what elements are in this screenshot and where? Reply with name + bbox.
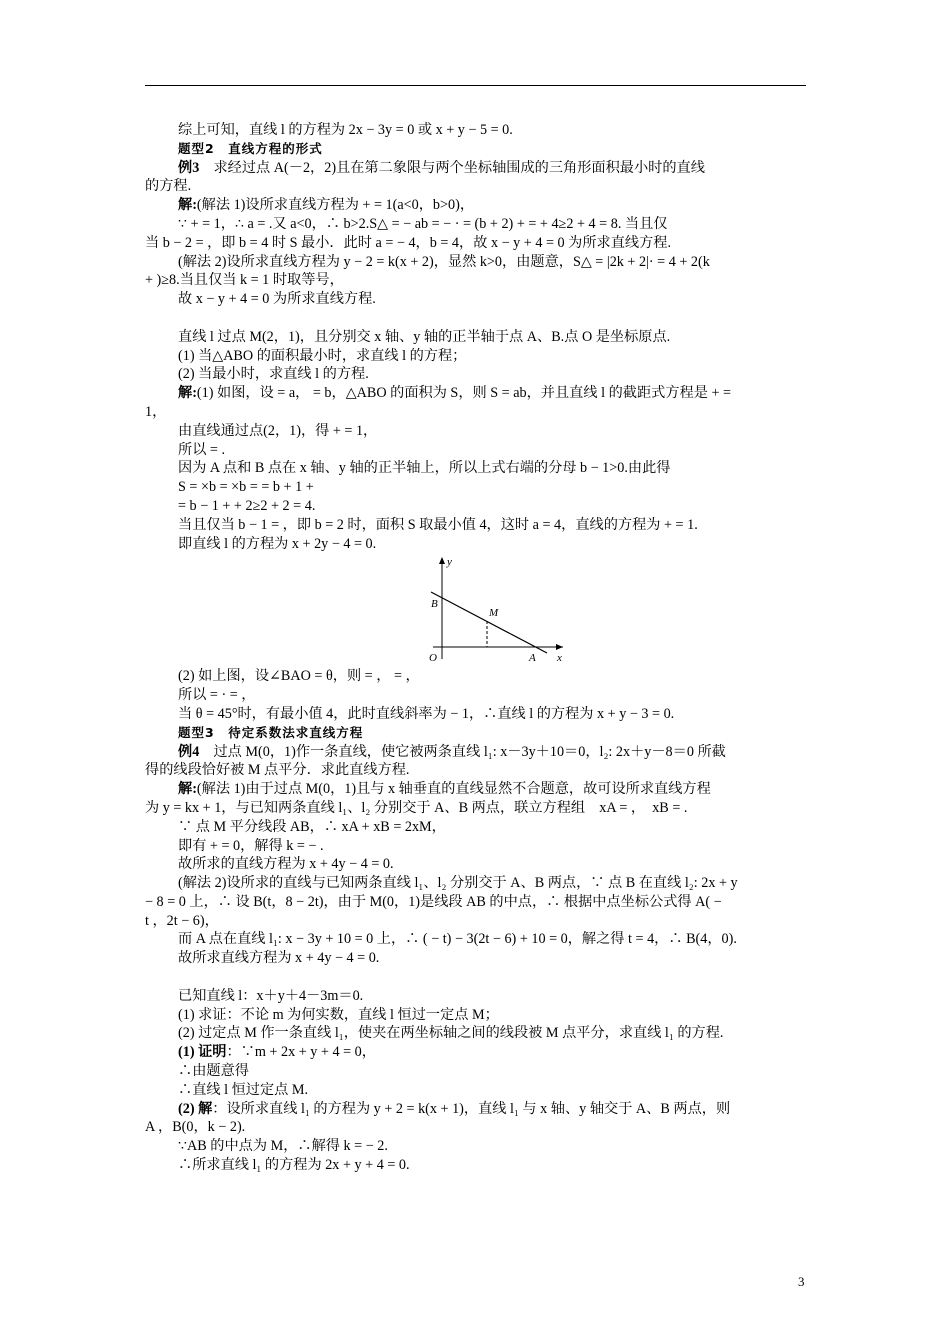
text-line: 所以 = . xyxy=(178,441,226,458)
text-line: 故所求直线方程为 x + 4y − 4 = 0. xyxy=(178,950,380,967)
text-line: 当 b − 2 = ，即 b = 4 时 S 最小．此时 a = − 4，b = 4，故 x − y + 4 = 0 为所求直线方程. xyxy=(145,234,672,251)
text-line: 当 θ = 45°时，有最小值 4，此时直线斜率为 − 1，∴直线 l 的方程为 x + y − 3 = 0. xyxy=(178,705,675,722)
point-a-label: A xyxy=(529,652,536,665)
text-line: (解法 2)设所求的直线与已知两条直线 l₁、l₂ 分别交于 A、B 两点，∵ 点 B 在直线 l₂: 2x + y xyxy=(178,875,738,892)
solution-label: 解: xyxy=(178,385,197,402)
text-line: 1， xyxy=(145,403,167,420)
solution-line xyxy=(145,780,806,799)
proof-text: ：∵m + 2x + y + 4 = 0， xyxy=(226,1044,376,1061)
text-line: 为 y = kx + 1，与已知两条直线 l₁、l₂ 分别交于 A、B 两点，联立方程组 xA = ， xB = . xyxy=(145,799,688,816)
text-line: (2) 如上图，设∠BAO = θ，则 = ， = ， xyxy=(178,668,420,685)
text-line: 因为 A 点和 B 点在 x 轴、y 轴的正半轴上，所以上式右端的分母 b − 1>0.由此得 xyxy=(178,460,671,477)
text-line: 由直线通过点(2，1)，得 + = 1， xyxy=(178,422,378,439)
text-line: (2) 过定点 M 作一条直线 l₁，使夹在两坐标轴之间的线段被 M 点平分，求直线 l₁ 的方程. xyxy=(178,1025,724,1042)
line-l xyxy=(431,592,547,653)
text-line: 即直线 l 的方程为 x + 2y − 4 = 0. xyxy=(178,535,377,552)
page-number: 3 xyxy=(798,1274,805,1289)
figure-area xyxy=(145,553,806,667)
example-title xyxy=(145,743,806,762)
section-heading xyxy=(145,140,806,159)
document-body xyxy=(145,121,806,1175)
text-line: 故 x − y + 4 = 0 为所求直线方程. xyxy=(178,291,376,308)
text-line: 而 A 点在直线 l₁: x − 3y + 10 = 0 上，∴ ( − t) − 3(2t − 6) + 10 = 0，解之得 t = 4，∴ B(4，0). xyxy=(178,931,737,948)
solution-line xyxy=(145,1100,806,1119)
solution-text: (解法 1)由于过点 M(0，1)且与 x 轴垂直的直线显然不合题意，故可设所求直线方程 xyxy=(196,781,711,798)
text-line: ∵ + = 1，∴ a = .又 a<0，∴ b>2.S△ = − ab = − · = (b + 2) + = + 4≥2 + 4 = 8. 当且仅 xyxy=(178,215,668,232)
solution-label: (2) 解 xyxy=(178,1100,213,1117)
text-line: 直线 l 过点 M(2，1)，且分别交 x 轴、y 轴的正半轴于点 A、B.点 O 是坐标原点. xyxy=(178,328,671,345)
solution-line xyxy=(145,384,806,403)
solution-label: 解: xyxy=(178,197,197,214)
y-axis-arrow-icon xyxy=(439,557,445,564)
x-label: x xyxy=(557,652,562,665)
text-line: ∴所求直线 l₁ 的方程为 2x + y + 4 = 0. xyxy=(178,1157,410,1174)
text-line: 当且仅当 b − 1 = ，即 b = 2 时，面积 S 取最小值 4，这时 a = 4，直线的方程为 + = 1. xyxy=(178,516,698,533)
point-m-label: M xyxy=(489,607,499,620)
proof-line xyxy=(145,1043,806,1062)
coordinate-figure xyxy=(415,555,565,665)
text-line: 综上可知，直线 l 的方程为 2x − 3y = 0 或 x + y − 5 = 0. xyxy=(178,122,513,138)
text-line: (解法 2)设所求直线方程为 y − 2 = k(x + 2)，显然 k>0，由题意，S△ = |2k + 2|· = 4 + 2(k xyxy=(178,253,710,270)
text-line: S = ×b = ×b = = b + 1 + xyxy=(178,479,314,496)
point-b-label: B xyxy=(431,598,438,611)
example-text: 求经过点 A(－2，2)且在第二象限与两个坐标轴围成的三角形面积最小时的直线 xyxy=(199,159,705,176)
text-line: 的方程. xyxy=(145,178,192,195)
example-text: 过点 M(0，1)作一条直线，使它被两条直线 l₁: x－3y＋10＝0，l₂: 2x＋y－8＝0 所截 xyxy=(199,743,726,760)
solution-text: ：设所求直线 l₁ 的方程为 y + 2 = k(x + 1)，直线 l₁ 与 x 轴、y 轴交于 A、B 两点，则 xyxy=(212,1100,731,1117)
solution-line xyxy=(145,196,806,215)
text-line: ∵ 点 M 平分线段 AB，∴ xA + xB = 2xM， xyxy=(178,818,446,835)
text-line: 所以 = · = ， xyxy=(178,687,256,704)
text-line: − 8 = 0 上，∴ 设 B(t，8 − 2t)，由于 M(0，1)是线段 AB 的中点，∴ 根据中点坐标公式得 A( − xyxy=(145,893,722,910)
section-heading xyxy=(145,724,806,743)
solution-label: 解: xyxy=(178,781,197,798)
blank-line xyxy=(145,968,806,987)
text-line: (1) 求证：不论 m 为何实数，直线 l 恒过一定点 M； xyxy=(178,1006,499,1023)
text-line: (2) 当最小时，求直线 l 的方程. xyxy=(178,366,369,383)
text-line: A ，B(0，k − 2). xyxy=(145,1119,246,1136)
example-label: 例4 xyxy=(178,743,200,760)
header-rule xyxy=(145,85,806,86)
text-line: ∴由题意得 xyxy=(178,1063,249,1080)
text-line: 得的线段恰好被 M 点平分．求此直线方程. xyxy=(145,762,410,779)
text-line: + )≥8.当且仅当 k = 1 时取等号， xyxy=(145,272,344,289)
text-line: t ，2t − 6)， xyxy=(145,912,219,929)
heading-label: 题型3 待定系数法求直线方程 xyxy=(178,724,364,740)
text-line: = b − 1 + + 2≥2 + 2 = 4. xyxy=(178,497,316,514)
text-line: (1) 当△ABO 的面积最小时，求直线 l 的方程； xyxy=(178,347,467,364)
proof-label: (1) 证明 xyxy=(178,1044,227,1061)
heading-label: 题型2 直线方程的形式 xyxy=(178,140,323,156)
example-label: 例3 xyxy=(178,159,200,176)
blank-line xyxy=(145,309,806,328)
text-line: 故所求的直线方程为 x + 4y − 4 = 0. xyxy=(178,856,394,873)
text-line: ∵AB 的中点为 M，∴解得 k = − 2. xyxy=(178,1138,388,1155)
x-axis-arrow-icon xyxy=(556,644,563,650)
text-line: ∴直线 l 恒过定点 M. xyxy=(178,1081,309,1098)
origin-label: O xyxy=(429,652,437,665)
y-label: y xyxy=(447,556,452,569)
example-title xyxy=(145,159,806,178)
solution-text: (解法 1)设所求直线方程为 + = 1(a<0，b>0)， xyxy=(196,197,475,214)
solution-text: (1) 如图，设 = a， = b，△ABO 的面积为 S，则 S = ab，并且直线 l 的截距式方程是 + = xyxy=(196,385,731,402)
text-line: 已知直线 l：x＋y＋4－3m＝0. xyxy=(178,987,364,1004)
text-line: 即有 + = 0，解得 k = − . xyxy=(178,837,324,854)
